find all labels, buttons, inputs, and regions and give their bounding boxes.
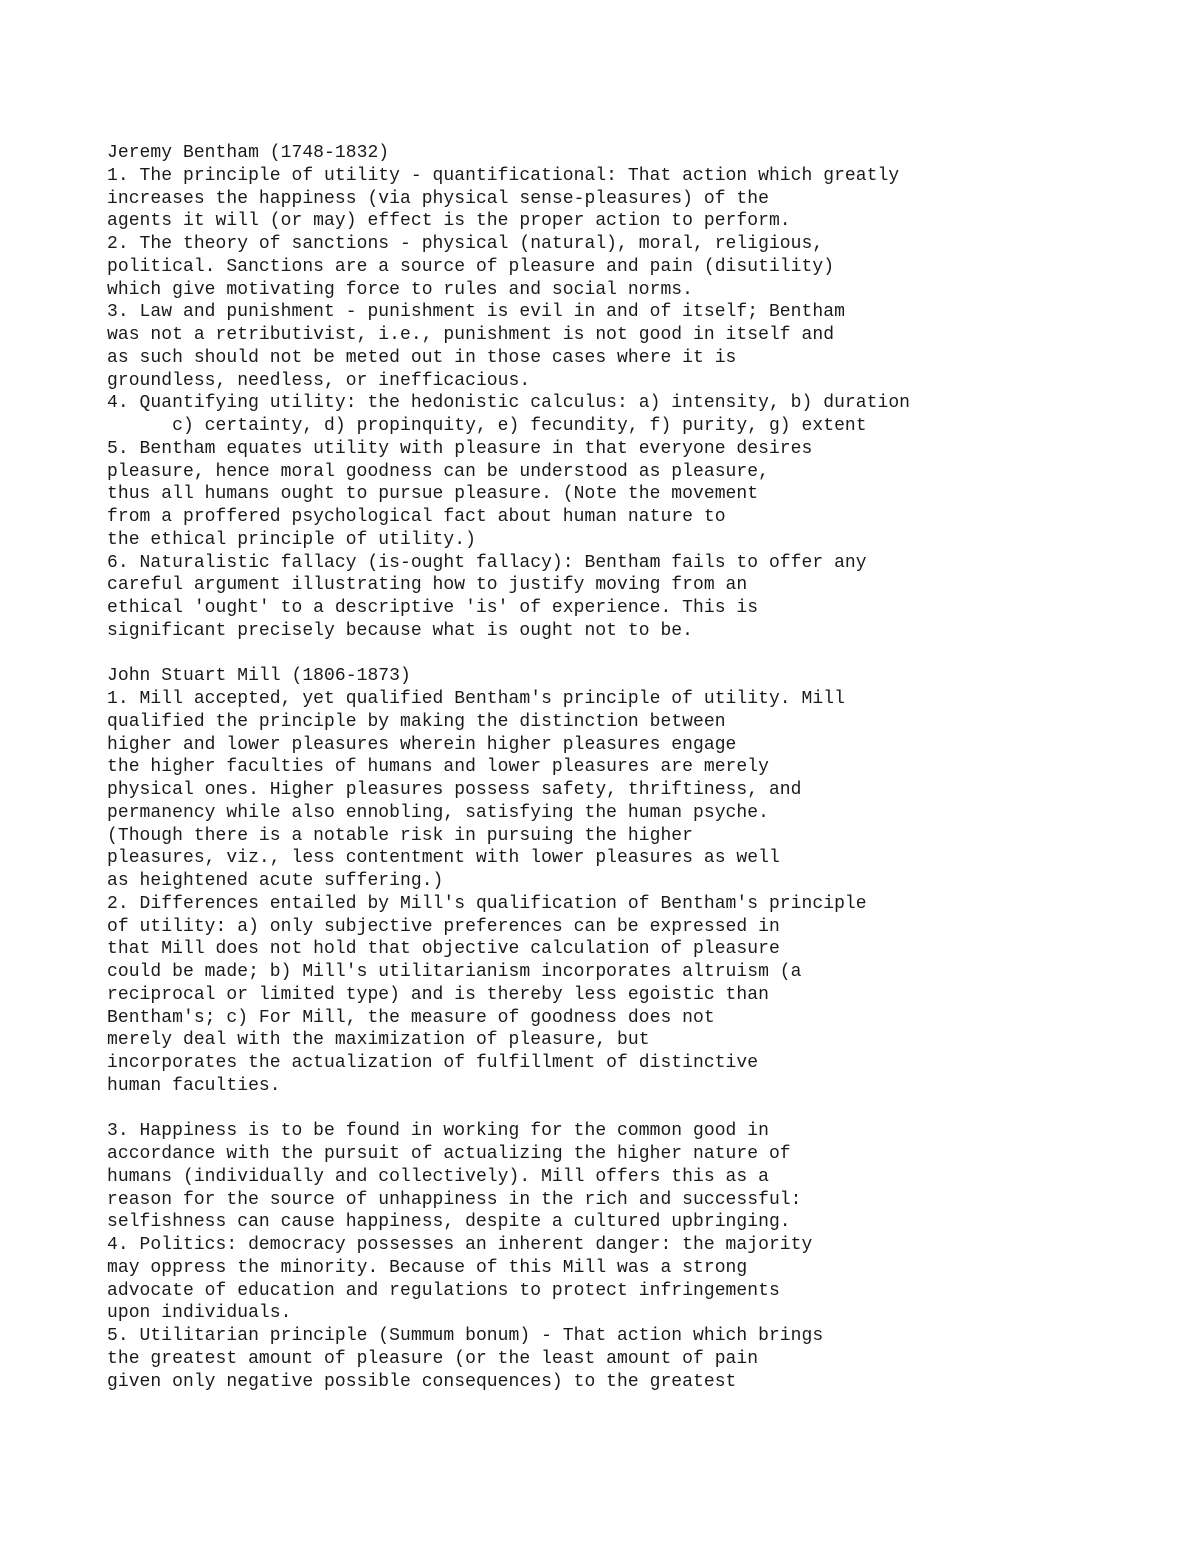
text-line: that Mill does not hold that objective calculation of pleasure — [107, 939, 780, 960]
text-line: reason for the source of unhappiness in the rich and successful: — [107, 1189, 802, 1210]
text-line: incorporates the actualization of fulfillment of distinctive — [107, 1053, 759, 1073]
text-line: 1. The principle of utility - quantificational: That action which greatly — [107, 165, 900, 186]
text-line: merely deal with the maximization of pleasure, but — [107, 1030, 650, 1051]
text-line: (Though there is a notable risk in pursuing the higher — [107, 825, 693, 846]
document-body — [107, 142, 1167, 1393]
text-line: significant precisely because what is ought not to be. — [107, 620, 693, 641]
text-line: permanency while also ennobling, satisfying the human psyche. — [107, 802, 769, 823]
text-line: pleasures, viz., less contentment with lower pleasures as well — [107, 848, 780, 869]
text-line: careful argument illustrating how to justify moving from an — [107, 575, 748, 596]
text-line: reciprocal or limited type) and is thereby less egoistic than — [107, 984, 769, 1005]
text-line: groundless, needless, or inefficacious. — [107, 370, 531, 391]
text-line — [107, 1098, 1167, 1121]
text-line: qualified the principle by making the distinction between — [107, 711, 726, 732]
text-line: 1. Mill accepted, yet qualified Bentham's principle of utility. Mill — [107, 689, 845, 709]
text-line: 4. Politics: democracy possesses an inherent danger: the majority — [107, 1235, 813, 1255]
text-line: 5. Utilitarian principle (Summum bonum) - That action which brings — [107, 1326, 824, 1346]
text-line: 4. Quantifying utility: the hedonistic calculus: a) intensity, b) duration — [107, 393, 911, 414]
text-line: could be made; b) Mill's utilitarianism incorporates altruism (a — [107, 962, 802, 982]
text-line: as such should not be meted out in those cases where it is — [107, 347, 737, 368]
text-line: from a proffered psychological fact about human nature to — [107, 507, 726, 527]
text-line: human faculties. — [107, 1075, 281, 1096]
text-line: increases the happiness (via physical sense-pleasures) of the — [107, 188, 769, 209]
text-line: political. Sanctions are a source of pleasure and pain (disutility) — [107, 256, 835, 277]
text-line: Bentham's; c) For Mill, the measure of goodness does not — [107, 1007, 715, 1028]
text-line: as heightened acute suffering.) — [107, 871, 444, 891]
text-line: agents it will (or may) effect is the proper action to perform. — [107, 211, 791, 232]
text-line: 2. The theory of sanctions - physical (natural), moral, religious, — [107, 234, 824, 254]
text-line: accordance with the pursuit of actualizing the higher nature of — [107, 1144, 791, 1164]
text-line: thus all humans ought to pursue pleasure. (Note the movement — [107, 484, 759, 505]
text-line: selfishness can cause happiness, despite a cultured upbringing. — [107, 1212, 791, 1233]
text-line: c) certainty, d) propinquity, e) fecundity, f) purity, g) extent — [107, 416, 867, 436]
text-line: 3. Law and punishment - punishment is evil in and of itself; Bentham — [107, 302, 845, 323]
text-line: higher and lower pleasures wherein higher pleasures engage — [107, 734, 737, 755]
text-line: the higher faculties of humans and lower pleasures are merely — [107, 757, 769, 778]
text-line: the greatest amount of pleasure (or the least amount of pain — [107, 1348, 759, 1369]
text-line: was not a retributivist, i.e., punishment is not good in itself and — [107, 325, 835, 345]
text-line: humans (individually and collectively). Mill offers this as a — [107, 1166, 769, 1187]
text-line: Jeremy Bentham (1748-1832) — [107, 143, 390, 163]
text-line: 6. Naturalistic fallacy (is-ought fallacy): Bentham fails to offer any — [107, 552, 867, 573]
text-line: the ethical principle of utility.) — [107, 529, 476, 550]
text-line: 5. Bentham equates utility with pleasure in that everyone desires — [107, 438, 813, 459]
text-line: 2. Differences entailed by Mill's qualification of Bentham's principle — [107, 893, 867, 914]
text-line: pleasure, hence moral goodness can be understood as pleasure, — [107, 461, 769, 482]
text-line — [107, 643, 1167, 666]
text-line: may oppress the minority. Because of this Mill was a strong — [107, 1257, 748, 1278]
text-line: John Stuart Mill (1806-1873) — [107, 666, 411, 687]
text-line: given only negative possible consequences) to the greatest — [107, 1371, 737, 1392]
text-line: upon individuals. — [107, 1303, 292, 1324]
text-line: of utility: a) only subjective preferences can be expressed in — [107, 916, 780, 937]
text-line: which give motivating force to rules and social norms. — [107, 279, 693, 300]
text-line: advocate of education and regulations to protect infringements — [107, 1280, 780, 1301]
text-line: physical ones. Higher pleasures possess safety, thriftiness, and — [107, 780, 802, 800]
text-line: 3. Happiness is to be found in working for the common good in — [107, 1121, 769, 1142]
text-line: ethical 'ought' to a descriptive 'is' of experience. This is — [107, 598, 759, 618]
